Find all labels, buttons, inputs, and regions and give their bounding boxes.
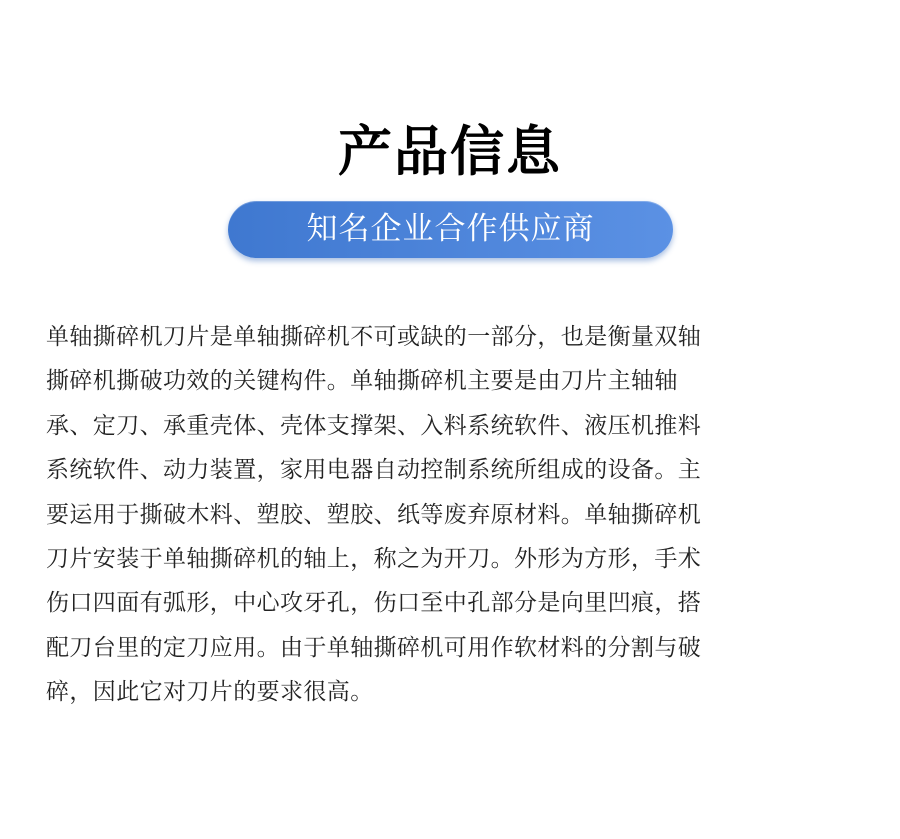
description-line: 撕碎机撕破功效的关键构件。单轴撕碎机主要是由刀片主轴轴 <box>46 368 678 395</box>
description-line: 承、定刀、承重壳体、壳体支撑架、入料系统软件、液压机推料 <box>46 412 702 439</box>
description-line: 系统软件、动力装置，家用电器自动控制系统所组成的设备。主 <box>46 457 702 484</box>
page-title: 产品信息 <box>338 120 562 183</box>
supplier-badge-label: 知名企业合作供应商 <box>306 211 595 247</box>
description-line: 伤口四面有弧形，中心攻牙孔，伤口至中孔部分是向里凹痕，搭 <box>46 590 702 617</box>
description-line: 碎，因此它对刀片的要求很高。 <box>46 679 374 706</box>
product-description <box>46 315 836 715</box>
description-line: 刀片安装于单轴撕碎机的轴上，称之为开刀。外形为方形，手术 <box>46 546 702 573</box>
description-line: 单轴撕碎机刀片是单轴撕碎机不可或缺的一部分，也是衡量双轴 <box>46 324 702 350</box>
supplier-badge <box>228 201 673 258</box>
description-line: 配刀台里的定刀应用。由于单轴撕碎机可用作软材料的分割与破 <box>46 634 702 661</box>
description-line: 要运用于撕破木料、塑胶、塑胶、纸等废弃原材料。单轴撕碎机 <box>46 501 702 528</box>
